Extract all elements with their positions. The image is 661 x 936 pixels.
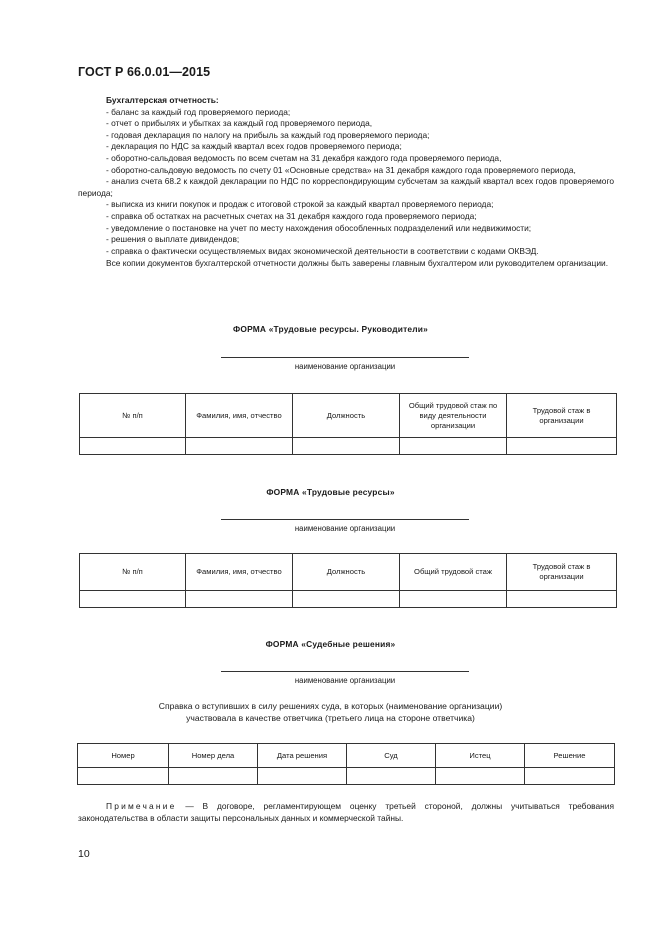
table-cell bbox=[80, 591, 186, 608]
accounting-item: - оборотно-сальдовую ведомость по счету 01 «Основные средства» на 31 декабря каждого года проверяемого периода, bbox=[106, 164, 576, 175]
accounting-item: - справка о фактически осуществляемых видах экономической деятельности в соответствии с кодами ОКВЭД. bbox=[106, 245, 539, 256]
form-leaders-title: ФОРМА «Трудовые ресурсы. Руководители» bbox=[233, 324, 428, 334]
table-cell bbox=[436, 768, 525, 785]
form-staff-title: ФОРМА «Трудовые ресурсы» bbox=[266, 487, 395, 497]
column-header: № п/п bbox=[80, 554, 186, 591]
org-name-line bbox=[221, 519, 469, 520]
accounting-item: - уведомление о постановке на учет по месту нахождения обособленных подразделений или недвижимости; bbox=[106, 222, 532, 233]
table-row bbox=[80, 591, 617, 608]
column-header: Решение bbox=[525, 744, 615, 768]
court-caption bbox=[0, 700, 661, 724]
court-caption-line: Справка о вступивших в силу решениях суда, в которых (наименование организации) bbox=[158, 701, 503, 711]
column-header: Фамилия, имя, отчество bbox=[186, 554, 293, 591]
accounting-item: - декларация по НДС за каждый квартал всех годов проверяемого периода; bbox=[106, 141, 402, 152]
org-name-line bbox=[221, 357, 469, 358]
org-name-caption: наименование организации bbox=[294, 362, 396, 371]
table-cell bbox=[400, 438, 507, 455]
table-row bbox=[78, 768, 615, 785]
footnote-label: Примечание bbox=[106, 801, 177, 811]
column-header: Должность bbox=[293, 394, 400, 438]
table-header-row bbox=[80, 394, 617, 438]
court-caption-line: участвовала в качестве ответчика (третьего лица на стороне ответчика) bbox=[186, 713, 475, 723]
accounting-note: Все копии документов бухгалтерской отчетности должны быть заверены главным бухгалтером или руководителем организации. bbox=[106, 258, 609, 269]
table-cell bbox=[507, 591, 617, 608]
accounting-item: - отчет о прибылях и убытках за каждый год проверяемого периода, bbox=[106, 118, 373, 129]
table-cell bbox=[78, 768, 169, 785]
table-cell bbox=[186, 591, 293, 608]
staff-table bbox=[79, 553, 617, 608]
table-cell bbox=[169, 768, 258, 785]
column-header: Трудовой стаж в организации bbox=[507, 394, 617, 438]
column-header: Должность bbox=[293, 554, 400, 591]
table-header-row bbox=[78, 744, 615, 768]
table-cell bbox=[80, 438, 186, 455]
column-header: Трудовой стаж в организации bbox=[507, 554, 617, 591]
table-cell bbox=[258, 768, 347, 785]
table-cell bbox=[507, 438, 617, 455]
accounting-title: Бухгалтерская отчетность: bbox=[106, 95, 219, 105]
table-cell bbox=[400, 591, 507, 608]
court-table bbox=[77, 743, 615, 785]
column-header: Фамилия, имя, отчество bbox=[186, 394, 293, 438]
table-cell bbox=[293, 438, 400, 455]
org-name-line bbox=[221, 671, 469, 672]
column-header: Суд bbox=[347, 744, 436, 768]
accounting-item: - баланс за каждый год проверяемого периода; bbox=[106, 106, 291, 117]
accounting-item: - анализ счета 68.2 к каждой декларации по НДС по корреспондирующим субсчетам за каждый квартал всех годов проверяемого периода; bbox=[78, 176, 614, 198]
accounting-item: - оборотно-сальдовая ведомость по всем счетам на 31 декабря каждого года проверяемого периода, bbox=[106, 152, 502, 163]
leaders-table bbox=[79, 393, 617, 455]
table-header-row bbox=[80, 554, 617, 591]
column-header: Общий трудовой стаж bbox=[400, 554, 507, 591]
table-row bbox=[80, 438, 617, 455]
org-name-caption: наименование организации bbox=[294, 524, 396, 533]
org-name-caption: наименование организации bbox=[294, 676, 396, 685]
table-cell bbox=[186, 438, 293, 455]
accounting-item: - годовая декларация по налогу на прибыль за каждый год проверяемого периода; bbox=[106, 129, 430, 140]
column-header: Номер дела bbox=[169, 744, 258, 768]
table-cell bbox=[347, 768, 436, 785]
form-court-title: ФОРМА «Судебные решения» bbox=[265, 639, 396, 649]
column-header: Общий трудовой стаж по виду деятельности организации bbox=[400, 394, 507, 438]
accounting-section bbox=[78, 95, 614, 270]
table-cell bbox=[525, 768, 615, 785]
accounting-item: - выписка из книги покупок и продаж с итоговой строкой за каждый квартал проверяемого периода; bbox=[106, 199, 494, 210]
accounting-item: - решения о выплате дивидендов; bbox=[106, 234, 240, 245]
column-header: № п/п bbox=[80, 394, 186, 438]
column-header: Дата решения bbox=[258, 744, 347, 768]
accounting-item: - справка об остатках на расчетных счетах на 31 декабря каждого года проверяемого периода; bbox=[106, 210, 477, 221]
footnote bbox=[78, 800, 614, 824]
page-number: 10 bbox=[78, 848, 90, 860]
table-cell bbox=[293, 591, 400, 608]
document-header: ГОСТ Р 66.0.01—2015 bbox=[78, 65, 211, 79]
column-header: Истец bbox=[436, 744, 525, 768]
footnote-text: — В договоре, регламентирующем оценку третьей стороной, должны учитываться требования законодательства в области защиты персональных данных и коммерческой тайны. bbox=[78, 801, 614, 823]
column-header: Номер bbox=[78, 744, 169, 768]
